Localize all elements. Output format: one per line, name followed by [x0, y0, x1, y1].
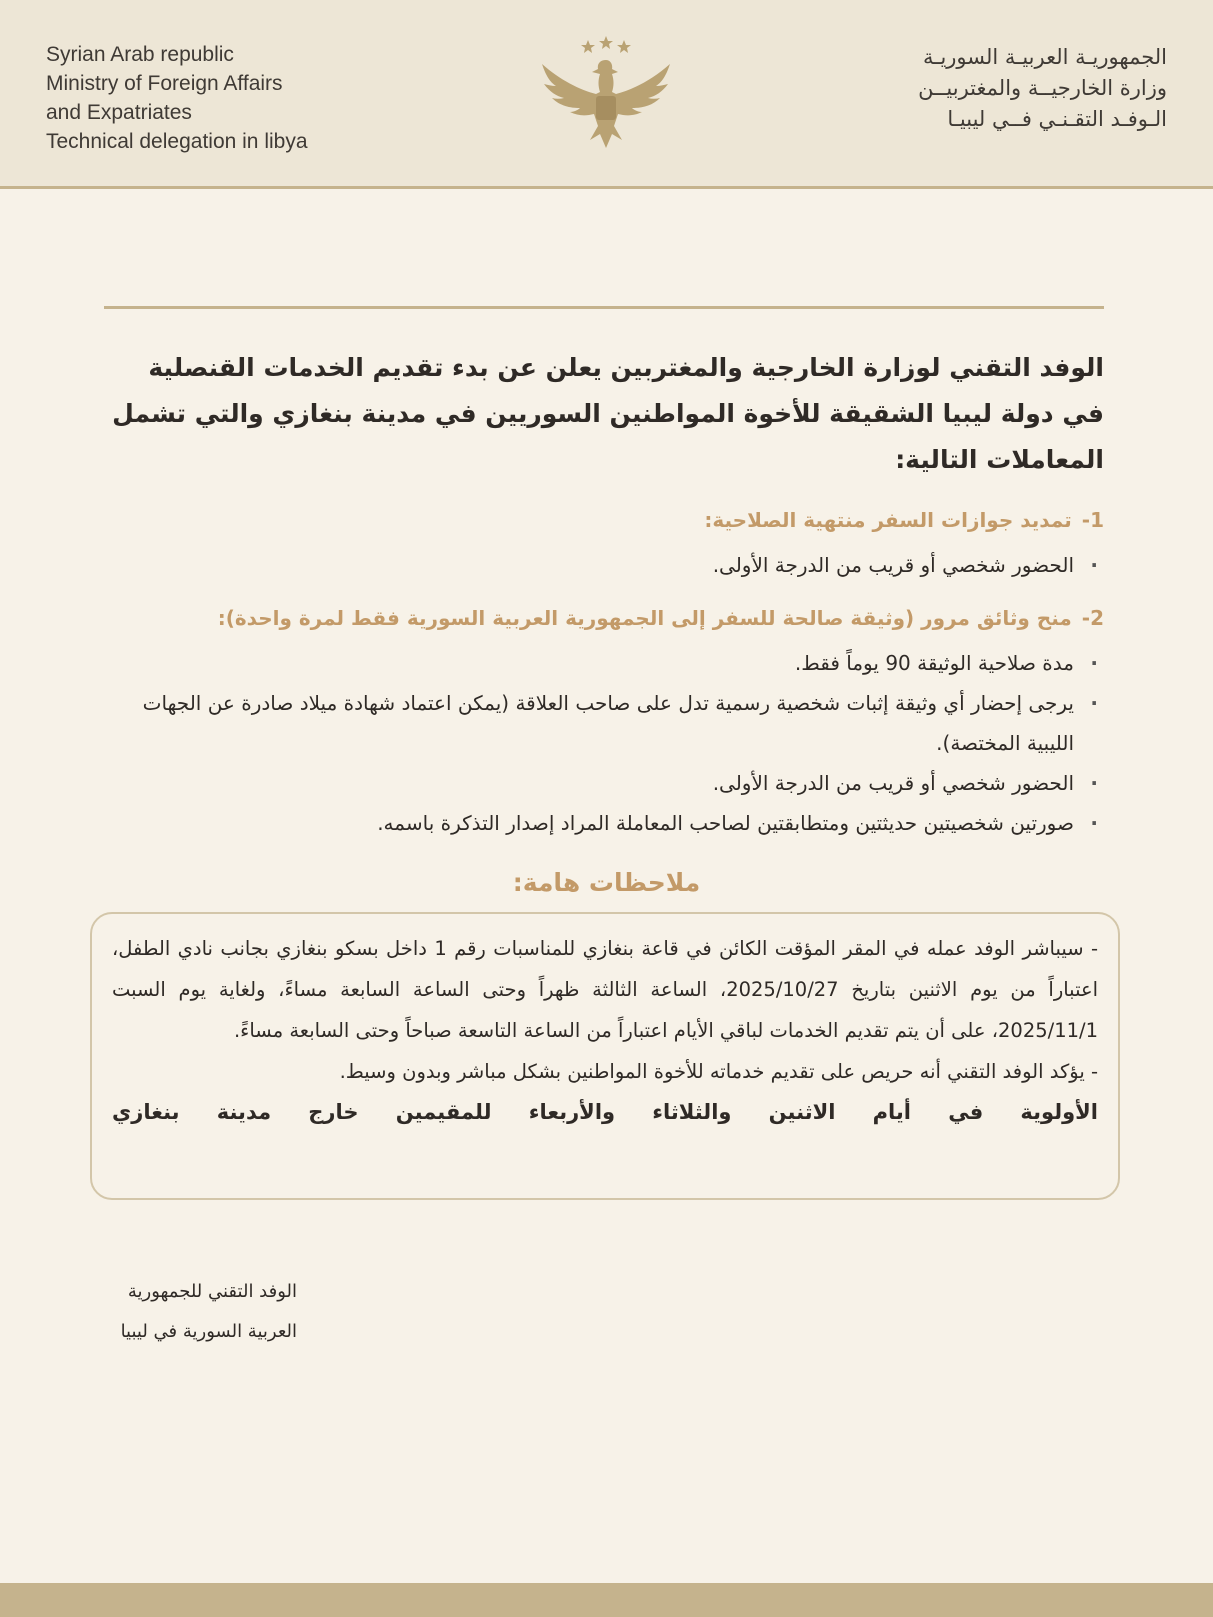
section-title-text: منح وثائق مرور (وثيقة صالحة للسفر إلى الجمهورية العربية السورية فقط لمرة واحدة): — [217, 606, 1072, 630]
section-title — [104, 503, 1104, 537]
letterhead — [0, 0, 1213, 189]
notes-box — [90, 912, 1120, 1200]
requirements-list — [104, 643, 1104, 843]
footer-band — [0, 1583, 1213, 1617]
note-paragraph: - سيباشر الوفد عمله في المقر المؤقت الكائن في قاعة بنغازي للمناسبات رقم 1 داخل بسكو بنغازي بجانب نادي الطفل، اعتباراً من يوم الاثنين بتاريخ 2025/10/27، الساعة الثالثة ظهراً وحتى الساعة السابعة مساءً، ولغاية يوم السبت 2025/11/1، على أن يتم تقديم الخدمات لباقي الأيام اعتباراً من الساعة التاسعة صباحاً وحتى السابعة مساءً. — [112, 937, 1099, 1042]
requirements-list — [104, 545, 1104, 585]
list-item: · مدة صلاحية الوثيقة 90 يوماً فقط. — [104, 643, 1104, 683]
letterhead-arabic-line: الـوفـد التقـنـي فــي ليبيـا — [947, 107, 1167, 131]
note-paragraph: - يؤكد الوفد التقني أنه حريص على تقديم خدماته للأخوة المواطنين بشكل مباشر وبدون وسيط. — [339, 1060, 1098, 1083]
announcement-body — [104, 345, 1104, 859]
priority-note: الأولوية في أيام الاثنين والثلاثاء والأربعاء للمقيمين خارج مدينة بنغازي — [112, 1100, 1098, 1124]
letterhead-english-line: Syrian Arab republic — [46, 43, 234, 66]
star-icon — [581, 40, 595, 53]
section-number: 1- — [1081, 508, 1104, 532]
letterhead-english-line: Ministry of Foreign Affairs — [46, 72, 283, 95]
intro-paragraph: الوفد التقني لوزارة الخارجية والمغتربين يعلن عن بدء تقديم الخدمات القنصلية في دولة ليبيا الشقيقة للأخوة المواطنين السوريين في مدينة بنغازي والتي تشمل المعاملات التالية: — [112, 353, 1104, 474]
signature-line: العربية السورية في ليبيا — [120, 1321, 297, 1342]
signature-line: الوفد التقني للجمهورية — [127, 1281, 297, 1302]
star-icon — [617, 40, 631, 53]
letterhead-english-line: Technical delegation in libya — [46, 130, 308, 153]
letterhead-arabic — [918, 42, 1167, 135]
letterhead-arabic-line: وزارة الخارجيــة والمغتربيــن — [918, 76, 1167, 100]
list-item: · صورتين شخصيتين حديثتين ومتطابقتين لصاحب المعاملة المراد إصدار التذكرة باسمه. — [104, 803, 1104, 843]
list-item: · الحضور شخصي أو قريب من الدرجة الأولى. — [104, 545, 1104, 585]
letterhead-english — [46, 40, 308, 156]
section-number: 2- — [1081, 606, 1104, 630]
star-icon — [599, 36, 613, 49]
list-item: · الحضور شخصي أو قريب من الدرجة الأولى. — [104, 763, 1104, 803]
signature-block — [121, 1272, 297, 1352]
notes-title: ملاحظات هامة: — [512, 868, 701, 897]
letterhead-arabic-line: الجمهوريـة العربيـة السوريـة — [923, 45, 1167, 69]
section-title — [104, 601, 1104, 635]
section-title-text: تمديد جوازات السفر منتهية الصلاحية: — [704, 508, 1072, 532]
list-item: · يرجى إحضار أي وثيقة إثبات شخصية رسمية تدل على صاحب العلاقة (يمكن اعتماد شهادة ميلاد صادرة عن الجهات الليبية المختصة). — [104, 683, 1104, 763]
eagle-emblem-icon — [520, 30, 692, 160]
letterhead-english-line: and Expatriates — [46, 101, 192, 124]
divider — [104, 306, 1104, 309]
